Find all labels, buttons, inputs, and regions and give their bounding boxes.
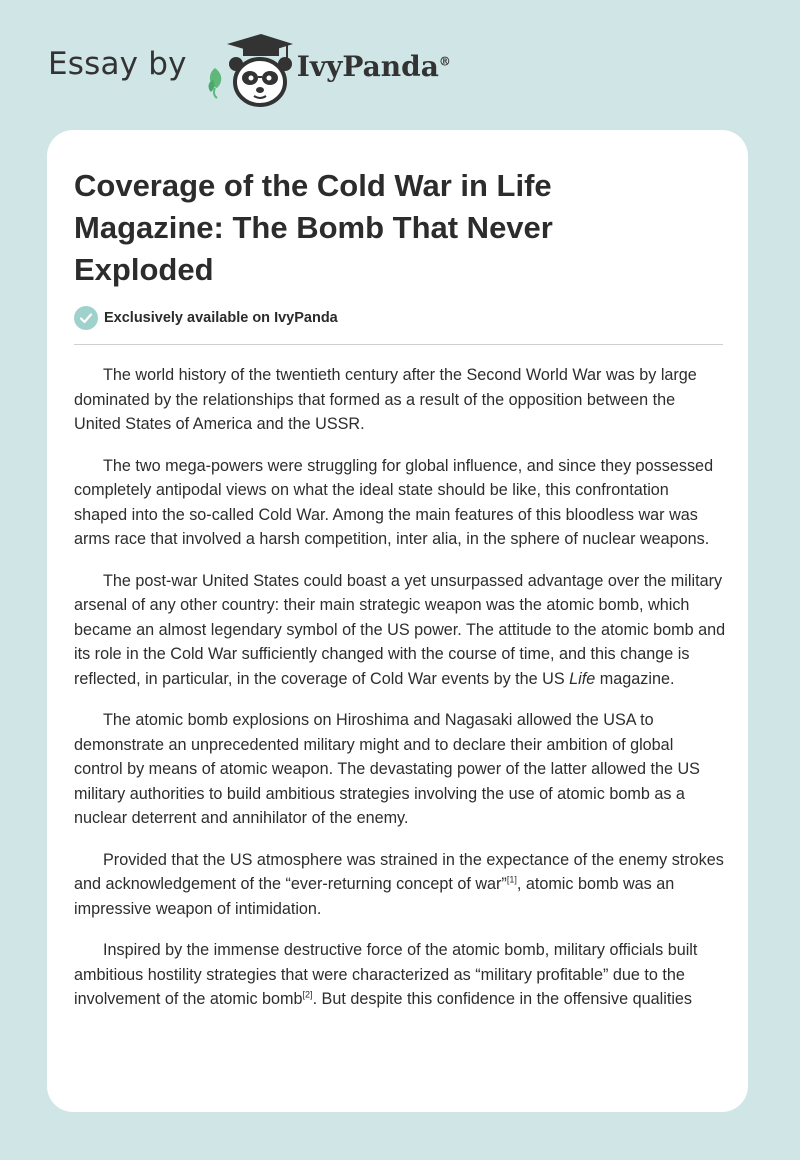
footnote-ref-1[interactable]: [1] bbox=[506, 874, 517, 885]
brand-name[interactable]: IvyPanda® bbox=[296, 49, 451, 83]
essay-by-label: Essay by bbox=[48, 46, 187, 82]
footnote-ref-2[interactable]: [2] bbox=[302, 989, 313, 1000]
exclusive-label: Exclusively available on IvyPanda bbox=[104, 310, 338, 326]
magazine-title: Life bbox=[569, 669, 596, 688]
exclusive-badge bbox=[74, 306, 338, 330]
leaf-icon bbox=[208, 68, 221, 98]
essay-card bbox=[47, 130, 748, 1112]
registered-mark: ® bbox=[438, 54, 451, 69]
paragraph-2: The two mega-powers were struggling for global influence, and since they possessed completely antipodal views on what the ideal state should be like, this confrontation shaped into the so-called Cold War. Among the main features of this bloodless war was arms race that involved a harsh competition, inter alia, in the sphere of nuclear weapons. bbox=[74, 456, 714, 548]
paragraph-5: Provided that the US atmosphere was strained in the expectance of the enemy strokes and acknowledgement of the “ever-returning concept of war”[1], atomic bomb was an impressive weapon of intimidation. bbox=[74, 850, 724, 918]
paragraph-3: The post-war United States could boast a yet unsurpassed advantage over the military arsenal of any other country: their main strategic weapon was the atomic bomb, which became an almost legendary symbol of the US power. The attitude to the atomic bomb and its role in the Cold War sufficiently changed with the course of time, and this change is reflected, in particular, in the coverage of Cold War events by the US Life magazine. bbox=[74, 571, 726, 688]
panda-logo-icon[interactable] bbox=[203, 30, 293, 110]
page-title: Coverage of the Cold War in Life Magazine: The Bomb That Never Exploded bbox=[74, 168, 553, 287]
paragraph-1: The world history of the twentieth century after the Second World War was by large dominated by the relationships that formed as a result of the opposition between the United States of America and the USSR. bbox=[74, 366, 697, 433]
site-header bbox=[48, 30, 508, 110]
paragraph-6: Inspired by the immense destructive force of the atomic bomb, military officials built ambitious hostility strategies that were characterized as “military profitable” due to the involvement of the atomic bomb[2]. But despite this confidence in the offensive qualities bbox=[74, 941, 698, 1008]
paragraph-4: The atomic bomb explosions on Hiroshima and Nagasaki allowed the USA to demonstrate an unprecedented military might and to declare their ambition of global control by means of atomic weapon. The devastating power of the latter allowed the US military authorities to build ambitious strategies involving the use of atomic bomb as a nuclear deterrent and annihilator of the enemy. bbox=[74, 711, 700, 827]
check-icon bbox=[74, 306, 98, 330]
essay-body bbox=[74, 363, 726, 1029]
divider bbox=[74, 344, 723, 345]
